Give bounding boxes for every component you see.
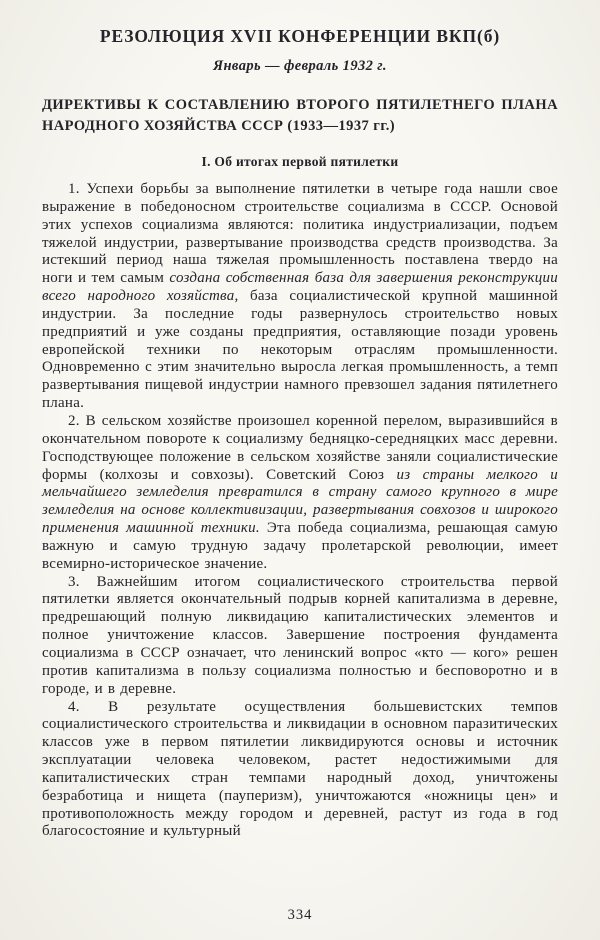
section-heading: I. Об итогах первой пятилетки (201, 154, 399, 170)
directive-heading-line2: НАРОДНОГО ХОЗЯЙСТВА СССР (1933—1937 гг.) (42, 118, 396, 135)
paragraph-run: 2. В сельском хозяйстве произошел коренной перелом, выразившийся в окончательном повороте к социализму бедняцко-середняцких масс деревни. Господствующее положение в сельском хозяйстве заняли социалистические формы (колхозы и совхозы). Советский Союз (42, 413, 558, 483)
directive-heading (42, 95, 558, 137)
page-title: РЕЗОЛЮЦИЯ XVII КОНФЕРЕНЦИИ ВКП(б) (99, 26, 501, 46)
paragraph-run: база социалистической крупной машинной индустрии. За последние годы развернулось строительство новых предприятий и уже созданы предприятия, оставляющие позади уровень европейской техники по некоторым отраслям промышленности. Одновременно с этим значительно выросла легкая промышленность, а темп развертывания пищевой индустрии намного превзошел задания пятилетнего плана. (42, 288, 559, 412)
paragraph-run: Эта победа социализма, решающая самую важную и самую трудную задачу пролетарской революции, имеет всемирно-историческое значение. (42, 520, 558, 572)
body-paragraphs (42, 181, 558, 841)
paragraph-run-italic: создана собственная база для завершения реконструкции всего народного хозяйства, (42, 270, 558, 305)
paragraph (42, 181, 558, 413)
paragraph-run-italic: из страны мелкого и мельчайшего земледелия превратился в страну самого крупного в мире земледелия на основе коллективизации, развертывания совхозов и широкого применения машинной техники. (42, 466, 558, 537)
paragraph (42, 574, 558, 699)
paragraph-run: 1. Успехи борьбы за выполнение пятилетки в четыре года нашли свое выражение в победоносном строительстве социализма в СССР. Основой этих успехов социализма являются: политика индустриализации, подъем тяжелой индустрии, развертывание производства средств производства. За истекший период наша тяжелая промышленность поставлена твердо на ноги и тем самым (42, 181, 558, 287)
paragraph-run: 4. В результате осуществления большевистских темпов социалистического строительства и ликвидации в основном паразитических классов уже в первом пятилетии ликвидируются основы и источник эксплуатации человека человеком, растет недостижимыми для капиталистических стран темпами народный доход, уничтожены безработица и нищета (пауперизм), уничтожаются «ножницы цен» и противоположность между городом и деревней, растут из года в год благосостояние и культурный (42, 698, 558, 840)
paragraph (42, 699, 558, 842)
date-line: Январь — февраль 1932 г. (213, 58, 387, 74)
page-number: 334 (287, 907, 313, 923)
paragraph-run: 3. Важнейшим итогом социалистического строительства первой пятилетки является окончательный подрыв корней капитализма в деревне, предрешающий полную ликвидацию капиталистических элементов и полное уничтожение классов. Завершение построения фундамента социализма в СССР означает, что ленинский вопрос «кто — кого» решен против капитализма в пользу социализма полностью и бесповоротно и в городе, и в деревне. (42, 573, 558, 697)
directive-heading-line1: ДИРЕКТИВЫ К СОСТАВЛЕНИЮ ВТОРОГО ПЯТИЛЕТНЕГО ПЛАНА (42, 97, 558, 113)
paragraph (42, 413, 558, 574)
